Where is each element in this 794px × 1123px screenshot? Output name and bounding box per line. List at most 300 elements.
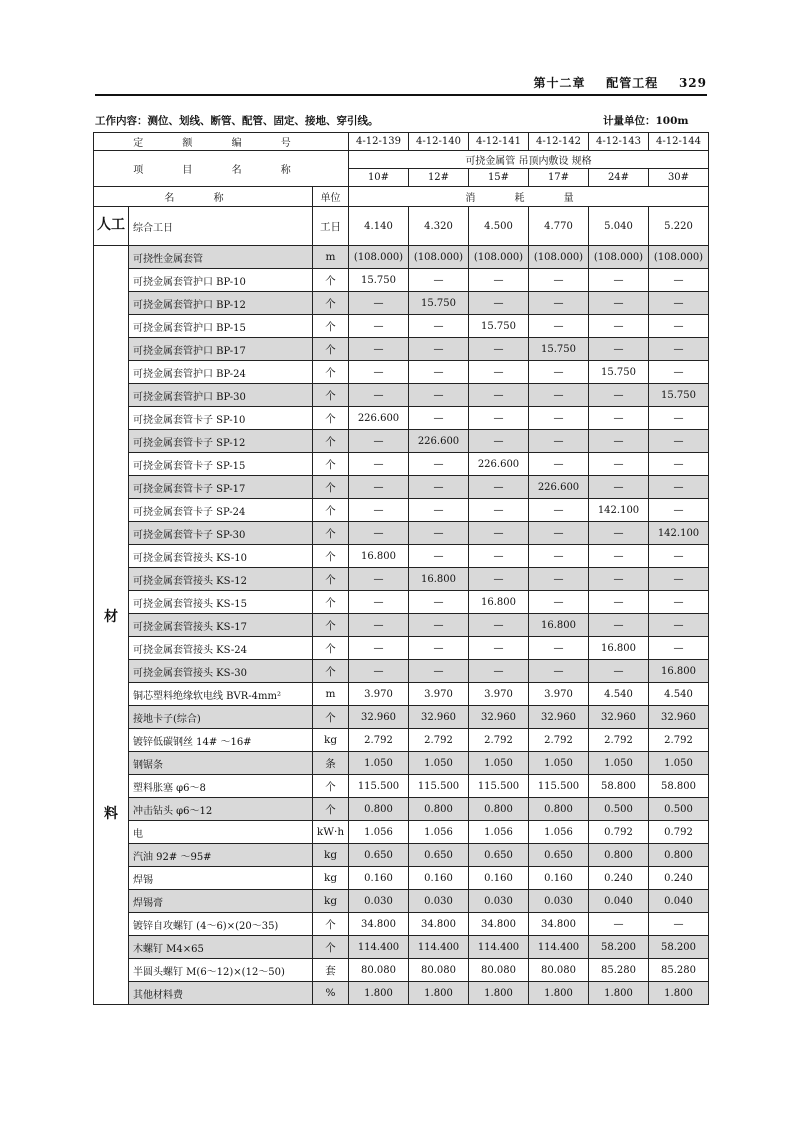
material-value: — [649, 407, 709, 430]
material-value: 0.800 [529, 798, 589, 821]
material-name: 可挠金属套管接头 KS-12 [129, 568, 313, 591]
material-value: 0.650 [529, 844, 589, 867]
material-value: — [589, 660, 649, 683]
material-value: — [349, 568, 409, 591]
material-unit: 个 [313, 361, 349, 384]
material-value: — [649, 315, 709, 338]
labor-value: 4.140 [349, 207, 409, 246]
material-category-bottom: 料 [104, 805, 118, 822]
material-row [94, 775, 709, 798]
material-value: — [649, 637, 709, 660]
material-value: 1.800 [529, 982, 589, 1005]
material-row [94, 867, 709, 890]
material-value: — [589, 476, 649, 499]
labor-value: 4.770 [529, 207, 589, 246]
material-value: — [649, 361, 709, 384]
material-row [94, 844, 709, 867]
material-value: — [589, 430, 649, 453]
material-value: — [349, 292, 409, 315]
material-row [94, 407, 709, 430]
material-unit: 个 [313, 407, 349, 430]
work-content: 工作内容：测位、划线、断管、配管、固定、接地、穿引线。 [95, 115, 379, 127]
project-title: 可挠金属管 吊顶内敷设 规格 [349, 151, 709, 169]
material-value: — [589, 292, 649, 315]
material-value: (108.000) [529, 246, 589, 269]
material-row [94, 430, 709, 453]
material-unit: 个 [313, 706, 349, 729]
material-unit: kg [313, 844, 349, 867]
quota-code: 4-12-139 [349, 133, 409, 151]
quota-code: 4-12-143 [589, 133, 649, 151]
material-unit: 个 [313, 476, 349, 499]
material-value: — [589, 338, 649, 361]
material-name: 接地卡子(综合) [129, 706, 313, 729]
material-value: 0.800 [469, 798, 529, 821]
material-name: 可挠金属套管卡子 SP-15 [129, 453, 313, 476]
material-value: — [409, 338, 469, 361]
quota-code: 4-12-141 [469, 133, 529, 151]
material-value: — [589, 568, 649, 591]
material-value: — [589, 545, 649, 568]
material-value: — [349, 522, 409, 545]
material-row [94, 890, 709, 913]
material-value: — [409, 476, 469, 499]
material-value: 0.500 [589, 798, 649, 821]
material-row [94, 568, 709, 591]
material-value: — [649, 545, 709, 568]
size-label: 10# [349, 169, 409, 187]
material-unit: 条 [313, 752, 349, 775]
material-value: 2.792 [349, 729, 409, 752]
material-value: 226.600 [469, 453, 529, 476]
material-value: — [409, 361, 469, 384]
material-category-top: 材 [104, 608, 118, 625]
material-value: 3.970 [349, 683, 409, 706]
material-value: 32.960 [409, 706, 469, 729]
material-value: — [649, 568, 709, 591]
material-value: — [589, 407, 649, 430]
material-row [94, 913, 709, 936]
material-value: — [649, 591, 709, 614]
material-name: 可挠金属套管卡子 SP-10 [129, 407, 313, 430]
material-value: — [529, 591, 589, 614]
material-name: 可挠金属套管卡子 SP-12 [129, 430, 313, 453]
project-title-row [94, 151, 709, 169]
material-value: 80.080 [469, 959, 529, 982]
material-name: 可挠金属套管护口 BP-15 [129, 315, 313, 338]
material-value: 16.800 [649, 660, 709, 683]
material-value: 0.650 [349, 844, 409, 867]
material-value: — [649, 269, 709, 292]
material-unit: 个 [313, 798, 349, 821]
material-value: — [469, 476, 529, 499]
measurement-unit: 计量单位：100m [603, 115, 689, 127]
material-row [94, 982, 709, 1005]
material-row [94, 292, 709, 315]
material-value: 0.160 [469, 867, 529, 890]
material-unit: kg [313, 867, 349, 890]
material-value: — [529, 522, 589, 545]
material-unit: 个 [313, 338, 349, 361]
material-unit: 个 [313, 499, 349, 522]
material-row [94, 476, 709, 499]
material-value: 16.800 [409, 568, 469, 591]
size-label: 17# [529, 169, 589, 187]
material-value: — [589, 453, 649, 476]
material-row [94, 821, 709, 844]
material-name: 其他材料费 [129, 982, 313, 1005]
size-label: 15# [469, 169, 529, 187]
material-row [94, 384, 709, 407]
material-row [94, 545, 709, 568]
material-value: — [409, 499, 469, 522]
material-unit: 套 [313, 959, 349, 982]
material-value: 0.792 [649, 821, 709, 844]
material-row [94, 637, 709, 660]
material-value: — [649, 476, 709, 499]
material-unit: kW·h [313, 821, 349, 844]
material-name: 可挠金属套管护口 BP-12 [129, 292, 313, 315]
quota-code: 4-12-142 [529, 133, 589, 151]
material-value: 0.800 [589, 844, 649, 867]
name-column-header: 名 称 [94, 187, 313, 207]
material-value: — [349, 476, 409, 499]
material-value: — [649, 913, 709, 936]
material-name: 钢锯条 [129, 752, 313, 775]
material-name: 可挠金属套管护口 BP-17 [129, 338, 313, 361]
material-value: 32.960 [349, 706, 409, 729]
size-label: 12# [409, 169, 469, 187]
material-value: — [409, 660, 469, 683]
material-value: — [589, 591, 649, 614]
labor-category: 人工 [94, 207, 129, 246]
material-value: 16.800 [349, 545, 409, 568]
material-value: 1.050 [529, 752, 589, 775]
material-value: 34.800 [349, 913, 409, 936]
material-value: 80.080 [529, 959, 589, 982]
material-value: 0.650 [409, 844, 469, 867]
material-value: — [589, 315, 649, 338]
material-value: — [349, 591, 409, 614]
size-label: 30# [649, 169, 709, 187]
material-row [94, 591, 709, 614]
material-value: — [409, 384, 469, 407]
material-value: 0.030 [409, 890, 469, 913]
header-text [533, 74, 707, 91]
material-unit: 个 [313, 591, 349, 614]
material-value: 0.650 [469, 844, 529, 867]
material-value: 15.750 [589, 361, 649, 384]
material-value: — [469, 637, 529, 660]
material-unit: 个 [313, 936, 349, 959]
material-value: 15.750 [409, 292, 469, 315]
material-unit: 个 [313, 315, 349, 338]
material-name: 塑料胀塞 φ6～8 [129, 775, 313, 798]
material-name: 可挠金属套管接头 KS-15 [129, 591, 313, 614]
material-value: 1.050 [409, 752, 469, 775]
material-value: 32.960 [589, 706, 649, 729]
material-name: 可挠金属套管护口 BP-30 [129, 384, 313, 407]
material-value: 2.792 [589, 729, 649, 752]
material-name: 木螺钉 M4×65 [129, 936, 313, 959]
material-value: 0.030 [529, 890, 589, 913]
material-row [94, 453, 709, 476]
consumption-column-header: 消 耗 量 [349, 187, 709, 207]
material-name: 汽油 92# ～95# [129, 844, 313, 867]
material-row [94, 338, 709, 361]
labor-unit: 工日 [313, 207, 349, 246]
material-value: 0.240 [649, 867, 709, 890]
material-value: 4.540 [649, 683, 709, 706]
material-value: — [529, 269, 589, 292]
material-value: 16.800 [469, 591, 529, 614]
material-value: 34.800 [469, 913, 529, 936]
item-name-label: 项 目 名 称 [94, 151, 349, 187]
unit-column-header: 单位 [313, 187, 349, 207]
material-value: — [409, 315, 469, 338]
material-value: 1.050 [589, 752, 649, 775]
material-value: — [409, 614, 469, 637]
material-value: — [469, 499, 529, 522]
material-unit: 个 [313, 269, 349, 292]
material-row [94, 269, 709, 292]
material-value: (108.000) [409, 246, 469, 269]
material-value: — [349, 660, 409, 683]
material-value: 34.800 [409, 913, 469, 936]
material-value: (108.000) [589, 246, 649, 269]
material-value: — [469, 407, 529, 430]
material-value: — [649, 453, 709, 476]
material-value: 32.960 [529, 706, 589, 729]
material-row [94, 614, 709, 637]
material-name: 焊锡 [129, 867, 313, 890]
material-value: — [469, 660, 529, 683]
material-value: 0.800 [409, 798, 469, 821]
material-value: 3.970 [469, 683, 529, 706]
material-value: 1.050 [349, 752, 409, 775]
material-row [94, 798, 709, 821]
material-value: (108.000) [649, 246, 709, 269]
material-row [94, 752, 709, 775]
material-value: — [469, 384, 529, 407]
material-unit: 个 [313, 913, 349, 936]
header-rule [95, 94, 707, 96]
material-name: 可挠金属套管接头 KS-24 [129, 637, 313, 660]
labor-row [94, 207, 709, 246]
material-value: 1.800 [349, 982, 409, 1005]
material-row [94, 683, 709, 706]
material-row [94, 706, 709, 729]
labor-value: 5.040 [589, 207, 649, 246]
material-category [94, 246, 129, 1005]
material-value: 115.500 [349, 775, 409, 798]
material-name: 可挠金属套管接头 KS-10 [129, 545, 313, 568]
labor-value: 4.500 [469, 207, 529, 246]
size-label: 24# [589, 169, 649, 187]
material-value: 142.100 [589, 499, 649, 522]
material-value: 0.040 [649, 890, 709, 913]
column-header-row [94, 187, 709, 207]
material-value: 34.800 [529, 913, 589, 936]
material-value: — [469, 545, 529, 568]
material-value: 1.800 [469, 982, 529, 1005]
material-value: — [409, 407, 469, 430]
material-value: 142.100 [649, 522, 709, 545]
material-value: — [349, 384, 409, 407]
material-value: — [589, 913, 649, 936]
material-name: 可挠金属套管卡子 SP-30 [129, 522, 313, 545]
material-row [94, 315, 709, 338]
material-value: — [469, 338, 529, 361]
material-value: 1.050 [649, 752, 709, 775]
material-value: 15.750 [649, 384, 709, 407]
material-name: 铜芯塑料绝缘软电线 BVR-4mm² [129, 683, 313, 706]
material-value: — [529, 315, 589, 338]
material-name: 镀锌自攻螺钉 (4～6)×(20～35) [129, 913, 313, 936]
material-value: 226.600 [529, 476, 589, 499]
material-value: 115.500 [409, 775, 469, 798]
material-value: 15.750 [469, 315, 529, 338]
material-value: 1.050 [469, 752, 529, 775]
material-row [94, 522, 709, 545]
material-unit: 个 [313, 522, 349, 545]
material-value: 115.500 [469, 775, 529, 798]
material-value: — [589, 384, 649, 407]
material-value: 0.792 [589, 821, 649, 844]
material-value: 0.040 [589, 890, 649, 913]
material-row [94, 361, 709, 384]
material-value: — [409, 637, 469, 660]
material-value: 58.200 [649, 936, 709, 959]
material-value: — [529, 637, 589, 660]
material-value: — [649, 338, 709, 361]
material-value: — [529, 407, 589, 430]
material-name: 冲击钻头 φ6～12 [129, 798, 313, 821]
material-value: — [649, 499, 709, 522]
material-value: — [589, 614, 649, 637]
material-value: — [469, 269, 529, 292]
material-value: 115.500 [529, 775, 589, 798]
material-row [94, 660, 709, 683]
material-value: — [529, 430, 589, 453]
material-value: (108.000) [469, 246, 529, 269]
material-value: — [349, 499, 409, 522]
material-value: — [589, 269, 649, 292]
material-value: 4.540 [589, 683, 649, 706]
material-row [94, 499, 709, 522]
material-row [94, 936, 709, 959]
material-unit: 个 [313, 637, 349, 660]
material-value: 58.800 [589, 775, 649, 798]
material-value: 1.056 [409, 821, 469, 844]
material-value: — [649, 292, 709, 315]
material-value: — [529, 660, 589, 683]
material-value: 2.792 [529, 729, 589, 752]
material-value: — [409, 545, 469, 568]
material-name: 镀锌低碳钢丝 14# ～16# [129, 729, 313, 752]
material-name: 可挠金属套管护口 BP-24 [129, 361, 313, 384]
material-value: — [469, 614, 529, 637]
material-value: 114.400 [409, 936, 469, 959]
labor-value: 5.220 [649, 207, 709, 246]
material-value: 32.960 [469, 706, 529, 729]
material-value: 3.970 [529, 683, 589, 706]
material-value: 0.030 [469, 890, 529, 913]
material-value: — [469, 292, 529, 315]
material-value: — [529, 361, 589, 384]
material-value: — [529, 384, 589, 407]
material-value: — [469, 361, 529, 384]
page-number: 329 [678, 76, 707, 90]
material-value: 0.240 [589, 867, 649, 890]
material-value: 3.970 [409, 683, 469, 706]
material-value: 1.800 [409, 982, 469, 1005]
material-name: 可挠金属套管接头 KS-30 [129, 660, 313, 683]
material-unit: 个 [313, 660, 349, 683]
page-header [95, 66, 707, 96]
material-value: 80.080 [349, 959, 409, 982]
material-unit: 个 [313, 384, 349, 407]
material-unit: % [313, 982, 349, 1005]
material-value: — [349, 361, 409, 384]
section-label: 配管工程 [606, 76, 659, 90]
quota-code-label: 定 额 编 号 [94, 133, 349, 151]
material-value: 15.750 [529, 338, 589, 361]
material-unit: 个 [313, 430, 349, 453]
material-unit: 个 [313, 545, 349, 568]
material-value: 85.280 [649, 959, 709, 982]
material-value: 1.800 [589, 982, 649, 1005]
material-value: 80.080 [409, 959, 469, 982]
material-value: 114.400 [469, 936, 529, 959]
material-name: 焊锡膏 [129, 890, 313, 913]
material-name: 电 [129, 821, 313, 844]
quota-code: 4-12-144 [649, 133, 709, 151]
material-value: 16.800 [529, 614, 589, 637]
material-value: (108.000) [349, 246, 409, 269]
material-value: — [409, 591, 469, 614]
material-row [94, 246, 709, 269]
material-value: 1.056 [469, 821, 529, 844]
quota-code-row [94, 133, 709, 151]
material-value: 1.056 [349, 821, 409, 844]
material-name: 可挠金属套管护口 BP-10 [129, 269, 313, 292]
material-value: 114.400 [529, 936, 589, 959]
material-value: 0.030 [349, 890, 409, 913]
material-value: 0.160 [349, 867, 409, 890]
material-value: — [409, 269, 469, 292]
quota-code: 4-12-140 [409, 133, 469, 151]
material-value: — [649, 430, 709, 453]
material-value: — [469, 568, 529, 591]
material-value: — [469, 430, 529, 453]
material-row [94, 729, 709, 752]
material-unit: kg [313, 890, 349, 913]
material-name: 可挠金属套管接头 KS-17 [129, 614, 313, 637]
material-value: 15.750 [349, 269, 409, 292]
material-unit: m [313, 683, 349, 706]
material-value: — [529, 568, 589, 591]
material-value: 32.960 [649, 706, 709, 729]
material-value: — [349, 637, 409, 660]
material-name: 可挠性金属套管 [129, 246, 313, 269]
material-value: — [469, 522, 529, 545]
material-unit: 个 [313, 292, 349, 315]
material-unit: m [313, 246, 349, 269]
material-value: 0.160 [409, 867, 469, 890]
material-row [94, 959, 709, 982]
material-value: — [349, 614, 409, 637]
